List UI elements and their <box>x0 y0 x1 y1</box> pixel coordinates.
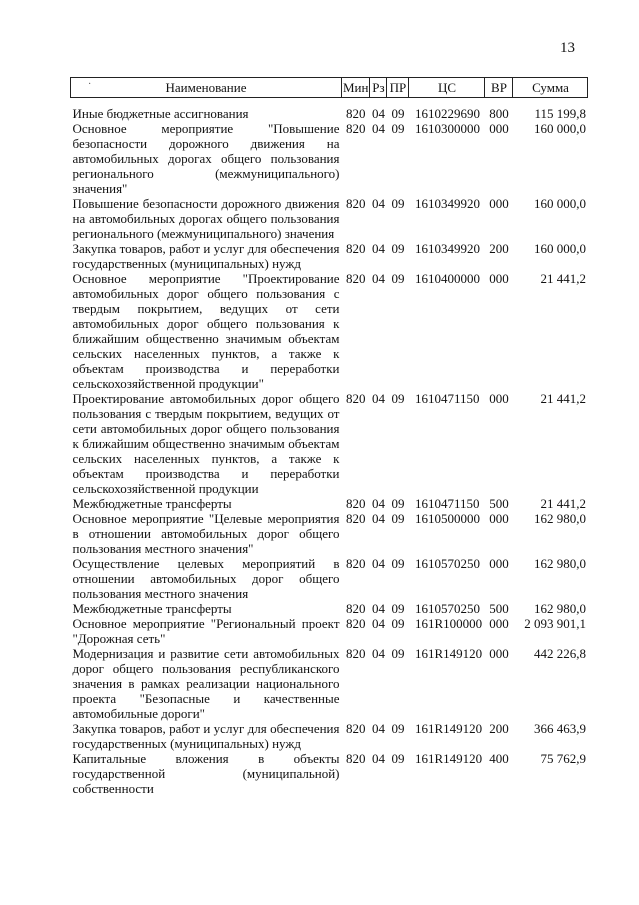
page-number: 13 <box>560 40 575 56</box>
row-vr: 200 <box>489 721 509 736</box>
row-name: Межбюджетные трансферты <box>72 496 232 511</box>
row-pr: 09 <box>391 196 405 211</box>
row-vr: 000 <box>489 271 509 286</box>
row-rz: 04 <box>371 601 385 616</box>
row-cs: 1610500000 <box>414 511 480 526</box>
row-pr: 09 <box>391 391 405 406</box>
row-min: 820 <box>345 271 366 286</box>
row-vr: 800 <box>489 106 509 121</box>
row-sum: 162 980,0 <box>533 556 586 571</box>
row-pr: 09 <box>391 721 405 736</box>
row-vr: 000 <box>489 646 509 661</box>
row-rz: 04 <box>371 271 385 286</box>
row-name: Межбюджетные трансферты <box>72 601 232 616</box>
row-name: Основное мероприятие "Целевые мероприятия в отношении автомобильных дорог общего пользования местного значения" <box>72 511 340 556</box>
row-min: 820 <box>345 511 366 526</box>
header-sum: Сумма <box>513 78 588 98</box>
row-min: 820 <box>345 646 366 661</box>
row-vr: 400 <box>489 751 509 766</box>
row-sum: 21 441,2 <box>540 391 586 406</box>
row-vr: 000 <box>489 511 509 526</box>
row-rz: 04 <box>371 241 385 256</box>
row-cs: 161R100000 <box>414 616 483 631</box>
row-vr: 500 <box>489 601 509 616</box>
row-name: Основное мероприятие "Региональный проект "Дорожная сеть" <box>72 616 340 646</box>
row-min: 820 <box>345 496 366 511</box>
row-rz: 04 <box>371 106 385 121</box>
row-sum: 366 463,9 <box>533 721 586 736</box>
row-name: Проектирование автомобильных дорог общего пользования с твердым покрытием, ведущих от сети автомобильных дорог общего пользования к ближайшим общественно значимым объектам сельских населенных пунктов, а также к объектам производства и переработки сельскохозяйственной продукции <box>72 391 340 496</box>
row-sum: 2 093 901,1 <box>524 616 586 631</box>
row-min: 820 <box>345 106 366 121</box>
header-rz: Рз <box>370 78 387 98</box>
table-row <box>71 241 588 271</box>
header-min: Мин <box>342 78 370 98</box>
row-pr: 09 <box>391 271 405 286</box>
row-name: Модернизация и развитие сети автомобильных дорог общего пользования республиканского значения в рамках реализации национального проекта "Безопасные и качественные автомобильные дороги" <box>72 646 340 721</box>
row-cs: 1610349920 <box>414 241 480 256</box>
row-rz: 04 <box>371 646 385 661</box>
row-rz: 04 <box>371 121 385 136</box>
row-rz: 04 <box>371 196 385 211</box>
row-sum: 162 980,0 <box>533 511 586 526</box>
row-pr: 09 <box>391 106 405 121</box>
row-name: Осуществление целевых мероприятий в отношении автомобильных дорог общего пользования местного значения <box>72 556 340 601</box>
row-cs: 161R149120 <box>414 646 483 661</box>
row-vr: 200 <box>489 241 509 256</box>
row-min: 820 <box>345 556 366 571</box>
row-cs: 1610570250 <box>414 556 480 571</box>
row-pr: 09 <box>391 496 405 511</box>
table-row <box>71 721 588 751</box>
row-rz: 04 <box>371 616 385 631</box>
row-cs: 1610471150 <box>414 496 480 511</box>
row-name: Закупка товаров, работ и услуг для обеспечения государственных (муниципальных) нужд <box>72 241 340 271</box>
budget-table <box>70 77 588 796</box>
table-body <box>71 98 588 797</box>
row-sum: 160 000,0 <box>533 121 586 136</box>
table-row <box>71 391 588 496</box>
row-name: Иные бюджетные ассигнования <box>72 106 249 121</box>
row-vr: 000 <box>489 616 509 631</box>
row-cs: 1610471150 <box>414 391 480 406</box>
row-pr: 09 <box>391 121 405 136</box>
row-cs: 1610349920 <box>414 196 480 211</box>
header-pr: ПР <box>387 78 409 98</box>
table-row <box>71 496 588 511</box>
row-sum: 442 226,8 <box>533 646 586 661</box>
row-min: 820 <box>345 601 366 616</box>
row-rz: 04 <box>371 751 385 766</box>
row-min: 820 <box>345 121 366 136</box>
row-cs: 161R149120 <box>414 751 483 766</box>
row-vr: 000 <box>489 556 509 571</box>
row-sum: 21 441,2 <box>540 271 586 286</box>
row-cs: 1610400000 <box>414 271 480 286</box>
row-pr: 09 <box>391 616 405 631</box>
table-row <box>71 196 588 241</box>
header-cs: ЦС <box>409 78 485 98</box>
row-rz: 04 <box>371 511 385 526</box>
row-pr: 09 <box>391 601 405 616</box>
table-row <box>71 751 588 796</box>
table-row <box>71 271 588 391</box>
row-rz: 04 <box>371 496 385 511</box>
row-min: 820 <box>345 616 366 631</box>
row-sum: 21 441,2 <box>540 496 586 511</box>
row-min: 820 <box>345 751 366 766</box>
row-name: Основное мероприятие "Повышение безопасности дорожного движения на автомобильных дорогах общего пользования регионального (межмуниципального) значения" <box>72 121 340 196</box>
row-cs: 1610300000 <box>414 121 480 136</box>
table-row <box>71 601 588 616</box>
table-row <box>71 121 588 196</box>
row-min: 820 <box>345 241 366 256</box>
row-rz: 04 <box>371 721 385 736</box>
row-pr: 09 <box>391 751 405 766</box>
table-row <box>71 646 588 721</box>
row-vr: 000 <box>489 121 509 136</box>
row-name: Закупка товаров, работ и услуг для обеспечения государственных (муниципальных) нужд <box>72 721 340 751</box>
table-row <box>71 616 588 646</box>
row-sum: 162 980,0 <box>533 601 586 616</box>
table-row <box>71 511 588 556</box>
scan-mark: · <box>88 79 92 90</box>
row-vr: 000 <box>489 391 509 406</box>
row-min: 820 <box>345 721 366 736</box>
row-vr: 500 <box>489 496 509 511</box>
table-row <box>71 556 588 601</box>
row-cs: 1610570250 <box>414 601 480 616</box>
row-cs: 1610229690 <box>414 106 480 121</box>
row-sum: 115 199,8 <box>534 106 586 121</box>
row-sum: 160 000,0 <box>533 241 586 256</box>
row-cs: 161R149120 <box>414 721 483 736</box>
row-pr: 09 <box>391 241 405 256</box>
row-name: Капитальные вложения в объекты государственной (муниципальной) собственности <box>72 751 340 796</box>
row-rz: 04 <box>371 556 385 571</box>
row-rz: 04 <box>371 391 385 406</box>
row-min: 820 <box>345 196 366 211</box>
row-sum: 75 762,9 <box>540 751 586 766</box>
row-name: Основное мероприятие "Проектирование автомобильных дорог общего пользования с твердым покрытием, ведущих от сети автомобильных дорог общего пользования к ближайшим общественно значимым объектам сельских населенных пунктов, а также к объектам производства и переработки сельскохозяйственной продукции" <box>72 271 340 391</box>
row-pr: 09 <box>391 556 405 571</box>
row-pr: 09 <box>391 646 405 661</box>
header-vr: ВР <box>485 78 513 98</box>
row-vr: 000 <box>489 196 509 211</box>
row-name: Повышение безопасности дорожного движения на автомобильных дорогах общего пользования регионального (межмуниципального) значения <box>72 196 340 241</box>
row-sum: 160 000,0 <box>533 196 586 211</box>
row-min: 820 <box>345 391 366 406</box>
table-header <box>71 78 588 98</box>
table-row <box>71 98 588 122</box>
row-pr: 09 <box>391 511 405 526</box>
header-name: Наименование <box>71 78 342 98</box>
